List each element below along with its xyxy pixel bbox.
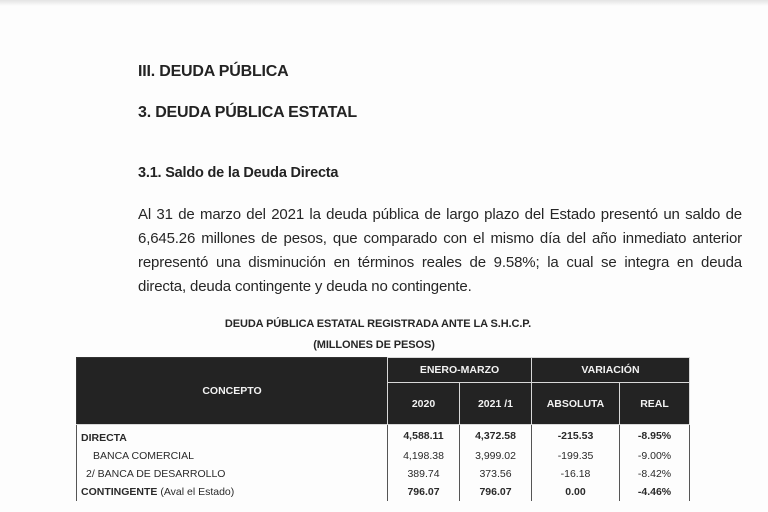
row-2021: 373.56	[460, 465, 532, 483]
row-2020: 4,198.38	[388, 447, 460, 465]
header-variacion: VARIACIÓN	[532, 358, 690, 383]
page-top-edge	[0, 0, 768, 6]
table-title: DEUDA PÚBLICA ESTATAL REGISTRADA ANTE LA S.H.C.P.	[224, 318, 532, 330]
row-concepto	[77, 483, 388, 501]
row-2020: 4,588.11	[388, 425, 460, 448]
row-2021: 3,999.02	[460, 447, 532, 465]
subsection-title: 3. DEUDA PÚBLICA ESTATAL	[138, 104, 357, 121]
header-enero-marzo: ENERO-MARZO	[388, 358, 532, 383]
header-concepto: CONCEPTO	[77, 358, 388, 425]
row-absoluta: -199.35	[532, 447, 620, 465]
header-2021: 2021 /1	[460, 383, 532, 425]
row-real: -8.95%	[620, 425, 690, 448]
row-real: -9.00%	[620, 447, 690, 465]
subsubsection-title: 3.1. Saldo de la Deuda Directa	[138, 165, 339, 181]
row-concepto-note: (Aval el Estado)	[160, 486, 235, 498]
table-subtitle: (MILLONES DE PESOS)	[313, 339, 435, 351]
row-concepto: 2/ BANCA DE DESARROLLO	[77, 465, 388, 483]
row-concepto: BANCA COMERCIAL	[77, 447, 388, 465]
header-real: REAL	[620, 383, 690, 425]
header-absoluta: ABSOLUTA	[532, 383, 620, 425]
section-title: III. DEUDA PÚBLICA	[138, 63, 289, 80]
row-absoluta: -215.53	[532, 425, 620, 448]
row-2020: 796.07	[388, 483, 460, 501]
row-absoluta: 0.00	[532, 483, 620, 501]
table-row-contingente	[77, 483, 690, 501]
table-row-banca-comercial	[77, 447, 690, 465]
row-concepto-label: CONTINGENTE	[81, 486, 158, 498]
row-2021: 4,372.58	[460, 425, 532, 448]
table-row-directa	[77, 425, 690, 448]
row-2020: 389.74	[388, 465, 460, 483]
table-row-banca-desarrollo	[77, 465, 690, 483]
row-2021: 796.07	[460, 483, 532, 501]
row-real: -8.42%	[620, 465, 690, 483]
debt-table	[76, 357, 690, 501]
row-absoluta: -16.18	[532, 465, 620, 483]
body-paragraph: Al 31 de marzo del 2021 la deuda pública de largo plazo del Estado presentó un saldo de 6,645.26 millones de pesos, que comparado con el mismo día del año inmediato anterior representó una disminución en términos reales de 9.58%; la cual se integra en deuda directa, deuda contingente y deuda no contingente.	[138, 206, 742, 295]
header-2020: 2020	[388, 383, 460, 425]
row-real: -4.46%	[620, 483, 690, 501]
row-concepto: DIRECTA	[77, 425, 388, 448]
